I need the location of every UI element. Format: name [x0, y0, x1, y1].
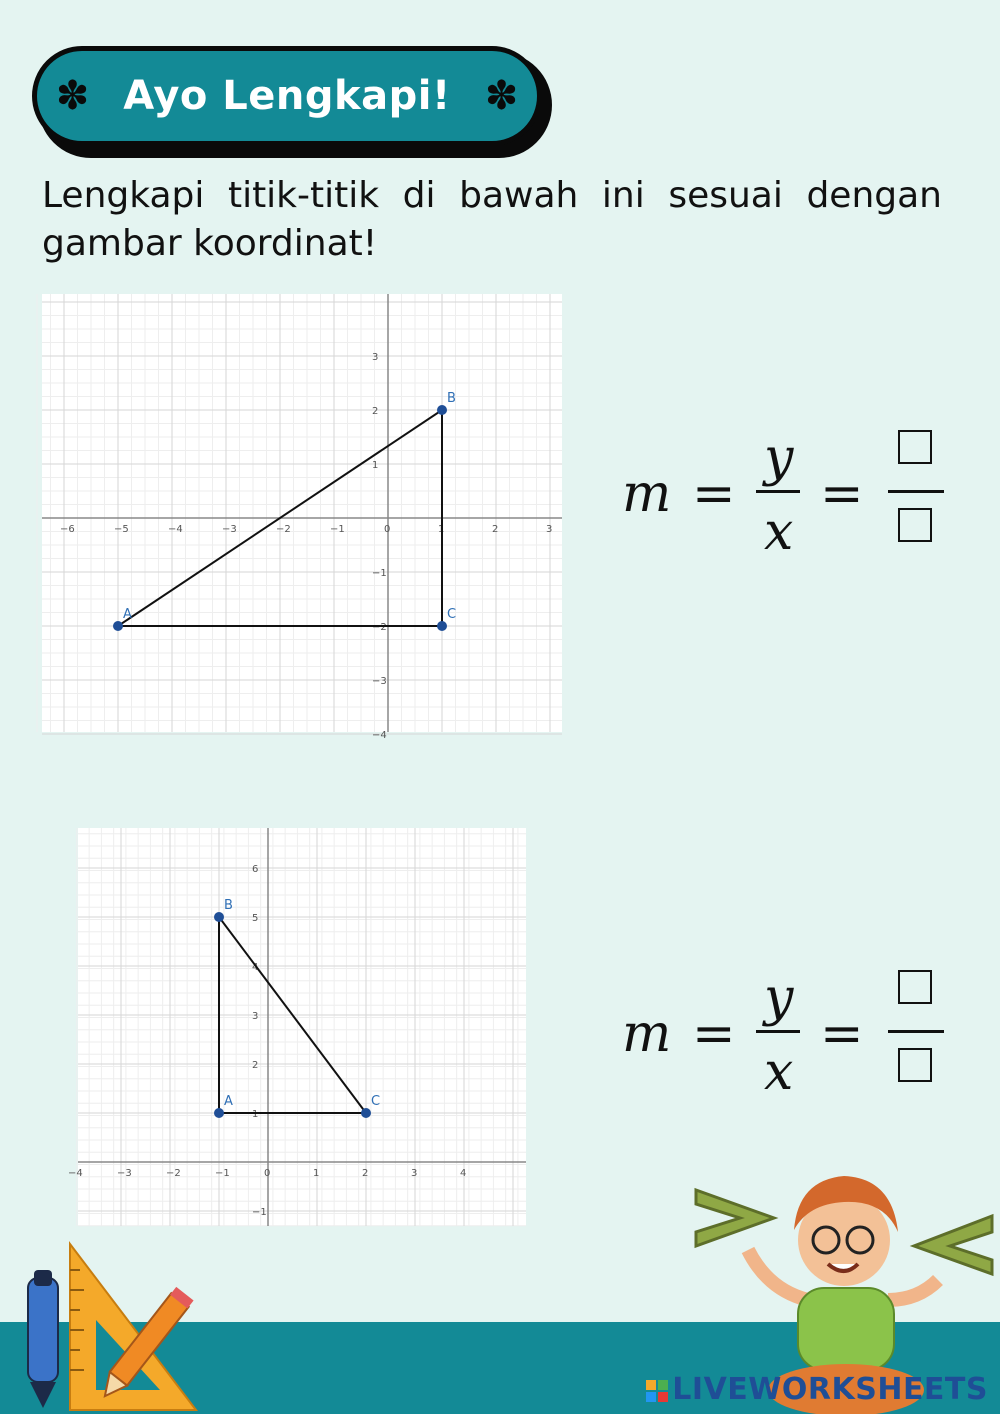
brand-name: LIVEWORKSHEETS — [672, 1372, 988, 1407]
m-symbol: m — [622, 464, 672, 524]
point-label-a: A — [224, 1094, 233, 1109]
coordinate-graph-1 — [42, 294, 562, 741]
point-label-b: B — [224, 898, 233, 913]
brand-logo — [646, 1372, 988, 1407]
y-tick-label: −3 — [372, 676, 387, 687]
y-tick-label: 2 — [252, 1060, 259, 1071]
shirt — [798, 1288, 894, 1370]
point-label-c: C — [447, 607, 457, 622]
coordinate-graph-2 — [68, 828, 526, 1226]
point-c — [437, 621, 447, 631]
pen-tip — [30, 1382, 56, 1408]
denominator-x: x — [764, 502, 794, 562]
y-tick-label: 2 — [372, 406, 379, 417]
x-tick-label: −4 — [168, 524, 183, 535]
x-tick-label: −4 — [68, 1168, 83, 1179]
y-tick-label: 4 — [252, 962, 259, 973]
flower-star-icon: ✽ — [484, 73, 519, 119]
major-grid — [42, 294, 562, 734]
x-tick-label: −5 — [114, 524, 129, 535]
left-arm — [748, 1250, 808, 1300]
fraction-bar — [888, 490, 944, 493]
denominator-x: x — [764, 1042, 794, 1102]
numerator-answer-box[interactable] — [898, 970, 932, 1004]
fraction-bar — [756, 1030, 800, 1033]
x-tick-label: 1 — [313, 1168, 320, 1179]
y-tick-label: 3 — [372, 352, 379, 363]
y-tick-label: 1 — [252, 1109, 259, 1120]
equals-sign: = — [692, 1004, 736, 1064]
x-tick-label: −2 — [166, 1168, 181, 1179]
point-label-c: C — [371, 1094, 381, 1109]
graph-1-svg — [42, 294, 562, 741]
title-banner — [32, 46, 542, 146]
y-tick-label: 3 — [252, 1011, 259, 1022]
y-tick-label: 5 — [252, 913, 259, 924]
x-tick-label: 4 — [460, 1168, 467, 1179]
numerator-y: y — [764, 968, 794, 1028]
pen-cap — [34, 1270, 52, 1286]
fraction-bar — [756, 490, 800, 493]
x-tick-label: 0 — [384, 524, 391, 535]
less-than-sign — [914, 1216, 992, 1274]
y-tick-label: −2 — [372, 622, 387, 633]
x-tick-label: −1 — [215, 1168, 230, 1179]
x-tick-label: −6 — [60, 524, 75, 535]
equals-sign: = — [692, 464, 736, 524]
point-b — [214, 912, 224, 922]
pen-body — [28, 1278, 58, 1382]
slope-formula-2 — [622, 968, 962, 1118]
brand-grid-icon — [646, 1380, 668, 1402]
point-b — [437, 405, 447, 415]
numerator-y: y — [764, 428, 794, 488]
m-symbol: m — [622, 1004, 672, 1064]
x-tick-label: −3 — [222, 524, 237, 535]
equals-sign: = — [820, 464, 864, 524]
denominator-answer-box[interactable] — [898, 508, 932, 542]
point-c — [361, 1108, 371, 1118]
stationery-illustration — [0, 1240, 210, 1414]
page-title: Ayo Lengkapi! — [123, 73, 451, 119]
x-tick-label: 3 — [546, 524, 553, 535]
y-tick-label: −4 — [372, 730, 387, 741]
x-tick-label: 2 — [362, 1168, 369, 1179]
x-tick-label: −1 — [330, 524, 345, 535]
right-arm — [888, 1280, 938, 1300]
point-a — [214, 1108, 224, 1118]
slope-formula-1 — [622, 428, 962, 578]
denominator-answer-box[interactable] — [898, 1048, 932, 1082]
minor-grid — [37, 294, 562, 734]
x-tick-label: −3 — [117, 1168, 132, 1179]
greater-than-sign — [696, 1190, 774, 1246]
numerator-answer-box[interactable] — [898, 430, 932, 464]
point-a — [113, 621, 123, 631]
y-tick-label: −1 — [372, 568, 387, 579]
flower-star-icon: ✽ — [55, 73, 90, 119]
x-tick-label: 2 — [492, 524, 499, 535]
x-tick-label: 3 — [411, 1168, 418, 1179]
x-tick-label: −2 — [276, 524, 291, 535]
x-tick-label: 1 — [438, 524, 445, 535]
y-tick-label: 1 — [372, 460, 379, 471]
instruction-text: Lengkapi titik-titik di bawah ini sesuai dengan gambar koordinat! — [42, 175, 942, 264]
x-tick-label: 0 — [264, 1168, 271, 1179]
point-label-b: B — [447, 391, 456, 406]
graph-2-svg — [68, 828, 526, 1226]
fraction-bar — [888, 1030, 944, 1033]
y-tick-label: −1 — [252, 1207, 267, 1218]
point-label-a: A — [123, 607, 132, 622]
y-tick-label: 6 — [252, 864, 259, 875]
equals-sign: = — [820, 1004, 864, 1064]
